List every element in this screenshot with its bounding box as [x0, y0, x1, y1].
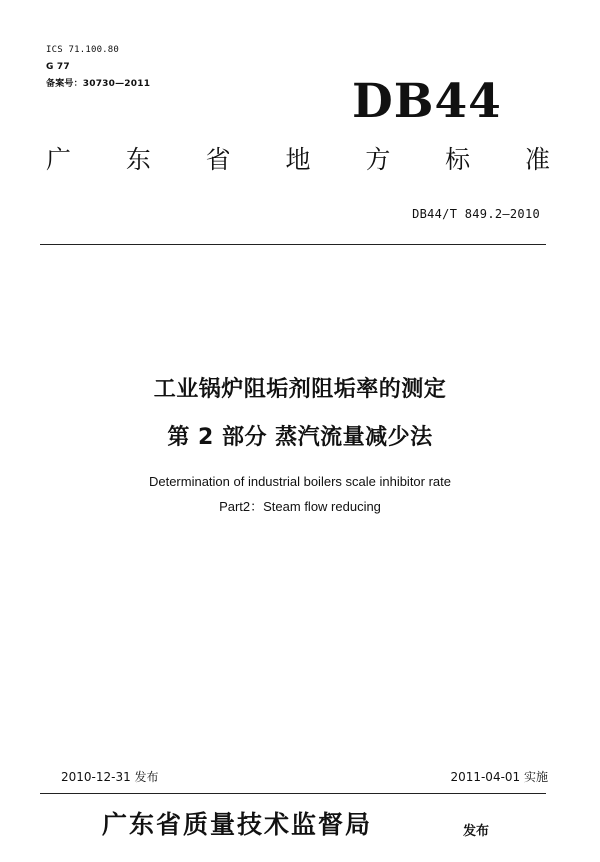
- ccs-code: G 77: [46, 62, 70, 72]
- top-divider: [40, 244, 546, 245]
- bottom-divider: [40, 793, 546, 794]
- filing-number: 备案号：30730—2011: [46, 79, 151, 89]
- heading-char: 方: [365, 145, 391, 174]
- cn-title-line-2: 第 2 部分 蒸汽流量减少法: [167, 425, 433, 450]
- cn-title-line-1: 工业锅炉阻垢剂阻垢率的测定: [153, 377, 447, 402]
- heading-char: 广: [46, 145, 72, 174]
- standard-code: DB44: [352, 74, 502, 129]
- publisher-name: 广东省质量技术监督局: [102, 810, 373, 839]
- ics-code: ICS 71.100.80: [46, 45, 120, 55]
- heading-char: 标: [445, 145, 471, 174]
- heading-char: 省: [205, 145, 231, 174]
- publish-label: 发布: [463, 824, 490, 839]
- heading-char: 准: [524, 145, 550, 174]
- heading-char: 地: [285, 145, 311, 174]
- en-title-line-2: Part2：Steam flow reducing: [219, 499, 381, 514]
- standard-heading: [46, 147, 550, 172]
- heading-char: 东: [125, 145, 151, 174]
- en-title-line-1: Determination of industrial boilers scale inhibitor rate: [148, 474, 452, 489]
- document-number: DB44/T 849.2—2010: [412, 207, 540, 221]
- issue-date: 2010-12-31 发布: [61, 770, 159, 784]
- implementation-date: 2011-04-01 实施: [450, 770, 548, 784]
